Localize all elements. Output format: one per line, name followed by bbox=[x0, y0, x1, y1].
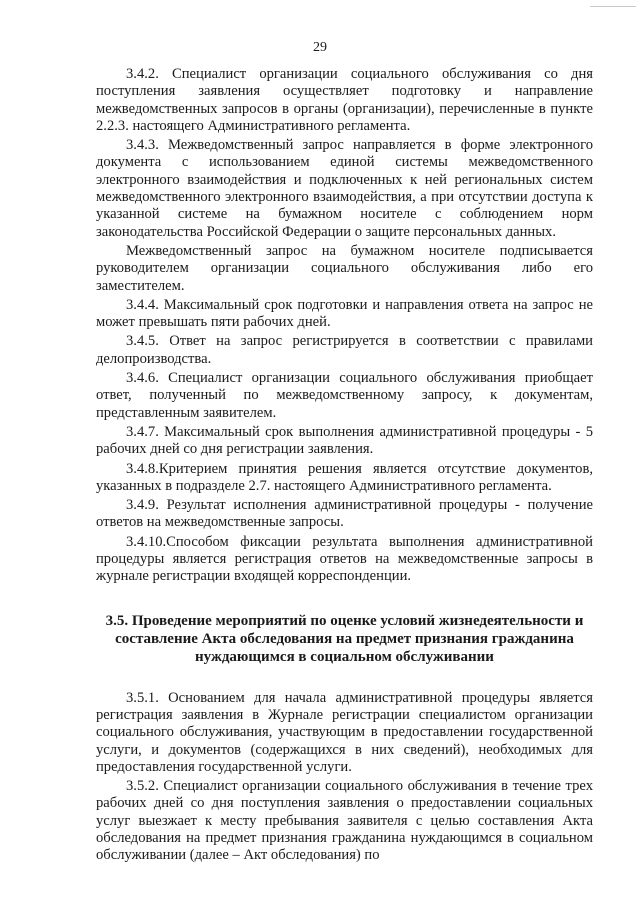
section-heading-3-5: 3.5. Проведение мероприятий по оценке условий жизнедеятельности и составление Акта обследования на предмет признания гражданина нуждающимся в социальном обслуживании bbox=[105, 612, 584, 665]
paragraph-3-4-5: 3.4.5. Ответ на запрос регистрируется в соответствии с правилами делопроизводства. bbox=[96, 333, 593, 367]
paragraph-paper-request: Межведомственный запрос на бумажном носителе подписывается руководителем организации социального обслуживания либо его заместителем. bbox=[96, 242, 593, 294]
paragraph-3-4-2: 3.4.2. Специалист организации социального обслуживания со дня поступления заявления осуществляет подготовку и направление межведомственных запросов в органы (организации), перечисленные в пункте 2.2.3. настоящего Административного регламента. bbox=[96, 66, 593, 134]
document-body bbox=[96, 66, 593, 867]
paragraph-3-4-4: 3.4.4. Максимальный срок подготовки и направления ответа на запрос не может превышать пяти рабочих дней. bbox=[96, 296, 593, 331]
page-number: 29 bbox=[313, 40, 327, 55]
scan-corner-mark bbox=[590, 0, 636, 7]
paragraph-3-4-8: 3.4.8.Критерием принятия решения является отсутствие документов, указанных в подразделе 2.7. настоящего Административного регламента. bbox=[96, 460, 593, 494]
paragraph-3-5-2: 3.5.2. Специалист организации социального обслуживания в течение трех рабочих дней со дня поступления заявления о предоставлении социальных услуг выезжает к месту пребывания заявителя с целью составления Акта обследования на предмет признания гражданина нуждающимся в социальном обслуживании (далее – Акт обследования) по bbox=[96, 778, 593, 864]
paragraph-3-4-6: 3.4.6. Специалист организации социального обслуживания приобщает ответ, полученный по межведомственному запросу, к документам, представленным заявителем. bbox=[96, 370, 593, 421]
paragraph-3-4-3: 3.4.3. Межведомственный запрос направляется в форме электронного документа с использованием единой системы межведомственного электронного взаимодействия и подключенных к ней региональных систем межведомственного электронного взаимодействия, а при отсутствии доступа к указанной системе на бумажном носителе с соблюдением норм законодательства Российской Федерации о защите персональных данных. bbox=[96, 137, 593, 240]
paragraph-3-5-1: 3.5.1. Основанием для начала административной процедуры является регистрация заявления в Журнале регистрации специалистом организации социального обслуживания, участвующим в предоставлении государственной услуги, и документов (содержащихся в них сведений), необходимых для предоставления государственной услуги. bbox=[96, 689, 593, 775]
paragraph-3-4-9: 3.4.9. Результат исполнения административной процедуры - получение ответов на межведомственные запросы. bbox=[96, 497, 593, 531]
paragraph-3-4-10: 3.4.10.Способом фиксации результата выполнения административной процедуры является регистрация ответов на межведомственные запросы в журнале регистрации входящей корреспонденции. bbox=[96, 533, 593, 585]
paragraph-3-4-7: 3.4.7. Максимальный срок выполнения административной процедуры - 5 рабочих дней со дня регистрации заявления. bbox=[96, 423, 593, 458]
